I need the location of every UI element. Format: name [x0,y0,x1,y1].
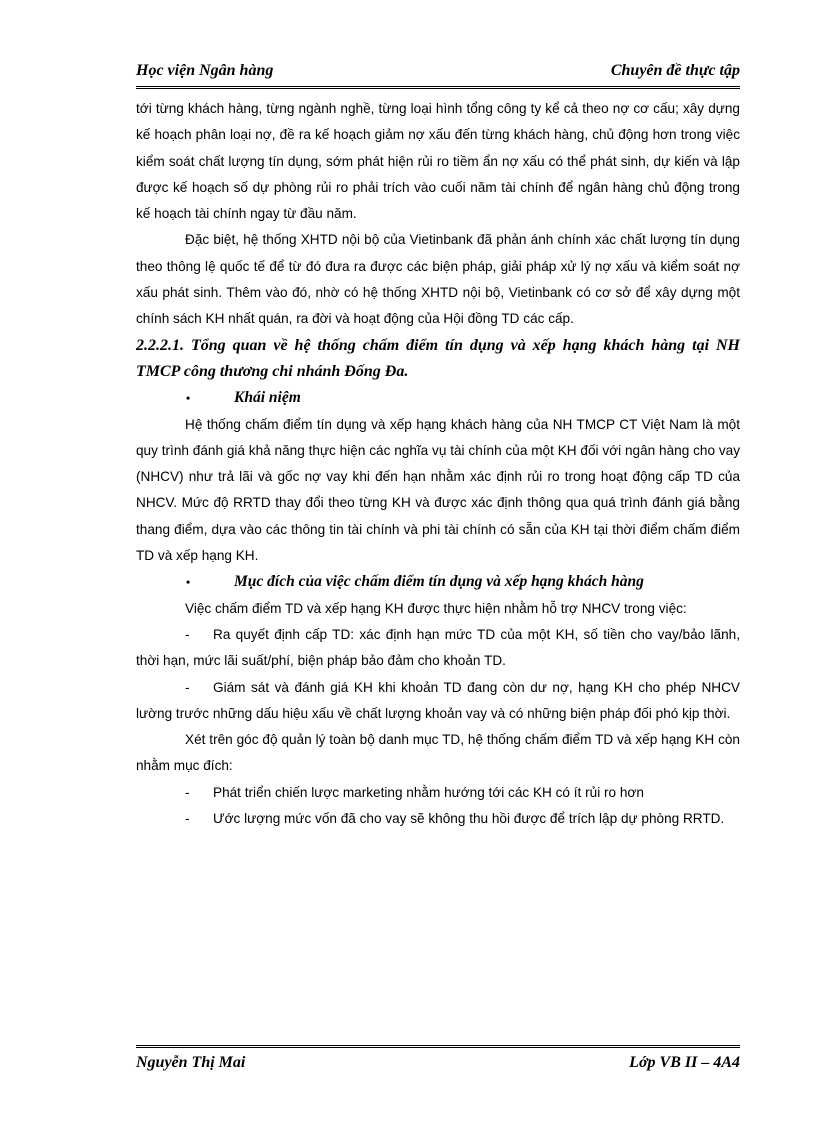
header-institution: Học viện Ngân hàng [136,62,274,79]
section-heading: 2.2.2.1. Tổng quan về hệ thống chấm điểm tín dụng và xếp hạng khách hàng tại NH TMCP công thương chi nhánh Đống Đa. [136,336,740,380]
dash-item-text: Phát triển chiến lược marketing nhằm hướng tới các KH có ít rủi ro hơn [213,784,644,800]
dash-item-provisioning [136,806,740,832]
dash-icon: - [185,679,190,695]
bullet-purpose-label: Mục đích của việc chấm điểm tín dụng và xếp hạng khách hàng [234,573,644,591]
dash-item-marketing [136,780,740,806]
dash-icon: - [185,784,190,800]
paragraph-purpose-intro: Việc chấm điểm TD và xếp hạng KH được thực hiện nhằm hỗ trợ NHCV trong việc: [185,600,687,616]
bullet-purpose [136,569,740,595]
bullet-concept [136,385,740,411]
bullet-icon: • [186,575,191,590]
dash-item-monitoring [136,675,740,728]
dash-icon: - [185,626,190,642]
dash-item-text: Ước lượng mức vốn đã cho vay sẽ không thu hồi được để trích lập dự phòng RRTD. [213,811,725,827]
dash-item-credit-decision [136,622,740,675]
page-footer [136,1045,740,1077]
bullet-icon: • [186,391,191,406]
dash-item-text: Giám sát và đánh giá KH khi khoản TD đang còn dư nợ, hạng KH cho phép NHCV lường trước những dấu hiệu xấu về chất lượng khoản vay và có những biện pháp đối phó kịp thời. [136,679,740,721]
paragraph-continuation: tới từng khách hàng, từng ngành nghề, từng loại hình tổng công ty kể cả theo nợ cơ cấu; xây dựng kế hoạch phân loại nợ, đề ra kế hoạch giảm nợ xấu đến từng khách hàng, chủ động hơn trong việc kiểm soát chất lượng tín dụng, sớm phát hiện rủi ro tiềm ẩn nợ xấu có thể phát sinh, dự kiến và lập được kế hoạch số dự phòng rủi ro phải trích vào cuối năm tài chính để ngân hàng chủ động trong kế hoạch tài chính ngay từ đầu năm. [136,101,740,222]
paragraph-definition: Hệ thống chấm điểm tín dụng và xếp hạng khách hàng của NH TMCP CT Việt Nam là một quy trình đánh giá khả năng thực hiện các nghĩa vụ tài chính của một KH đối với ngân hàng cho vay (NHCV) như trả lãi và gốc nợ vay khi đến hạn nhằm xác định rủi ro trong hoạt động cấp TD của NHCV. Mức độ RRTD thay đổi theo từng KH và được xác định thông qua quá trình đánh giá bằng thang điểm, dựa vào các thông tin tài chính và phi tài chính có sẵn của KH tại thời điểm chấm điểm TD và xếp hạng KH. [136,416,740,564]
footer-author: Nguyễn Thị Mai [136,1054,246,1071]
paragraph-vietinbank-xhtd: Đặc biệt, hệ thống XHTD nội bộ của Vietinbank đã phản ánh chính xác chất lượng tín dụng theo thông lệ quốc tế để từ đó đưa ra được các biện pháp, giải pháp xử lý nợ xấu và kiểm soát nợ xấu phát sinh. Thêm vào đó, nhờ có hệ thống XHTD nội bộ, Vietinbank có cơ sở để xây dựng một chính sách KH nhất quán, ra đời và hoạt động của Hội đồng TD các cấp. [136,232,740,327]
paragraph-portfolio: Xét trên góc độ quản lý toàn bộ danh mục TD, hệ thống chấm điểm TD và xếp hạng KH còn nhằm mục đích: [136,732,740,774]
page-body [136,96,740,832]
page-header [136,60,740,89]
dash-item-text: Ra quyết định cấp TD: xác định hạn mức TD của một KH, số tiền cho vay/bảo lãnh, thời hạn, mức lãi suất/phí, biện pháp bảo đảm cho khoản TD. [136,626,740,669]
dash-icon: - [185,811,190,827]
bullet-concept-label: Khái niệm [234,389,301,407]
header-doc-type: Chuyên đề thực tập [610,62,740,79]
footer-class: Lớp VB II – 4A4 [629,1054,740,1071]
